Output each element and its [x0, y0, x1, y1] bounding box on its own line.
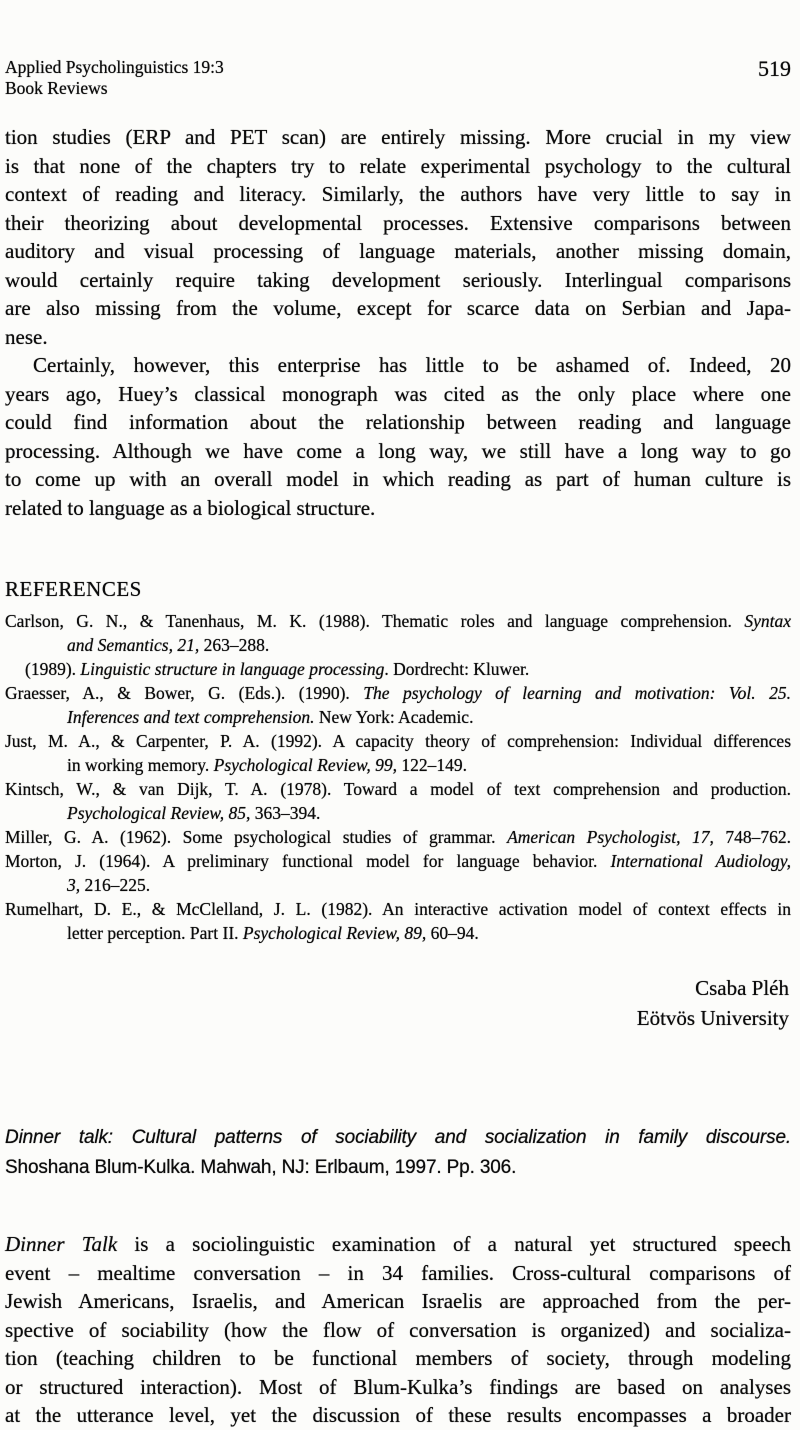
reference-line: Just, M. A., & Carpenter, P. A. (1992). A capacity theory of comprehension: Individual differences	[5, 731, 791, 751]
reference-line: Miller, G. A. (1962). Some psychological studies of grammar. American Psychologist, 17, 748–762.	[5, 827, 792, 847]
text-line: related to language as a biological structure.	[5, 495, 376, 520]
reference-line: letter perception. Part II. Psychological Review, 89, 60–94.	[67, 923, 479, 943]
review-opening-text	[5, 1230, 791, 1430]
citation-line: Dinner talk: Cultural patterns of sociability and socialization in family discourse.	[5, 1127, 791, 1148]
text-line: Dinner Talk is a sociolinguistic examination of a natural yet structured speech	[5, 1232, 791, 1256]
running-head	[5, 57, 791, 99]
text-line: processing. Although we have come a long way, we still have a long way to go	[5, 438, 791, 463]
reference-line: and Semantics, 21, 263–288.	[67, 635, 270, 655]
text-line: Certainly, however, this enterprise has little to be ashamed of. Indeed, 20	[33, 353, 791, 377]
reviewer-affiliation: Eötvös University	[636, 1006, 789, 1030]
reference-line: Graesser, A., & Bower, G. (Eds.). (1990). The psychology of learning and motivation: Vol. 25.	[5, 683, 792, 703]
running-head-left	[5, 57, 224, 99]
reviewer-signature	[5, 973, 791, 1033]
reference-line: Rumelhart, D. E., & McClelland, J. L. (1982). An interactive activation model of context effects in	[5, 899, 791, 919]
text-line: event – mealtime conversation – in 34 families. Cross-cultural comparisons of	[5, 1260, 791, 1285]
text-line: tion studies (ERP and PET scan) are entirely missing. More crucial in my view	[5, 125, 791, 149]
text-line: could find information about the relationship between reading and language	[5, 410, 791, 434]
text-line: spective of sociability (how the flow of conversation is organized) and socializa-	[5, 1317, 791, 1342]
text-line: is that none of the chapters try to relate experimental psychology to the cultural	[5, 153, 791, 178]
text-line: are also missing from the volume, except for scarce data on Serbian and Japa-	[5, 296, 791, 320]
citation-line: Shoshana Blum-Kulka. Mahwah, NJ: Erlbaum, 1997. Pp. 306.	[5, 1157, 517, 1178]
text-line: to come up with an overall model in which reading as part of human culture is	[5, 467, 791, 491]
text-line: or structured interaction). Most of Blum-Kulka’s findings are based on analyses	[5, 1374, 791, 1399]
reference-line: 3, 216–225.	[67, 875, 151, 895]
references-heading: REFERENCES	[5, 577, 142, 601]
reference-line: Carlson, G. N., & Tanenhaus, M. K. (1988). Thematic roles and language comprehension. Syntax	[5, 611, 791, 631]
reference-line: in working memory. Psychological Review, 99, 122–149.	[67, 755, 467, 775]
text-line: context of reading and literacy. Similarly, the authors have very little to say in	[5, 182, 791, 206]
section-title: Book Reviews	[5, 78, 108, 98]
review-continuation-text	[5, 123, 791, 522]
book-citation	[5, 1123, 791, 1183]
text-line: would certainly require taking development seriously. Interlingual comparisons	[5, 267, 791, 292]
text-line: Jewish Americans, Israelis, and American Israelis are approached from the per-	[5, 1289, 791, 1313]
page-number: 519	[758, 56, 791, 81]
reviewer-name: Csaba Pléh	[695, 976, 789, 1000]
reference-line: Inferences and text comprehension. New York: Academic.	[67, 707, 474, 727]
reference-line: (1989). Linguistic structure in language processing. Dordrecht: Kluwer.	[25, 659, 530, 679]
text-line: auditory and visual processing of language materials, another missing domain,	[5, 239, 791, 263]
reference-line: Kintsch, W., & van Dijk, T. A. (1978). Toward a model of text comprehension and production.	[5, 779, 791, 799]
reference-line: Psychological Review, 85, 363–394.	[67, 803, 321, 823]
text-line: nese.	[5, 324, 48, 349]
references-list	[5, 609, 791, 945]
text-line: tion (teaching children to be functional members of society, through modeling	[5, 1346, 791, 1370]
text-line: at the utterance level, yet the discussion of these results encompasses a broader	[5, 1403, 791, 1427]
text-line: years ago, Huey’s classical monograph was cited as the only place where one	[5, 381, 791, 406]
reference-line: Morton, J. (1964). A preliminary functional model for language behavior. International Audiology,	[5, 851, 791, 871]
journal-title: Applied Psycholinguistics 19:3	[5, 57, 224, 77]
text-line: their theorizing about developmental processes. Extensive comparisons between	[5, 210, 791, 235]
